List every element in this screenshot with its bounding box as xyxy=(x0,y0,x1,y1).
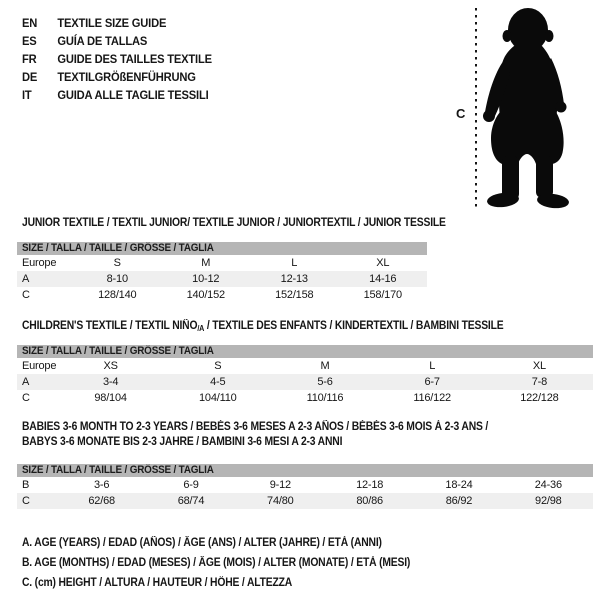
table-cell: 6-7 xyxy=(424,376,440,388)
table-cell: 12-13 xyxy=(280,273,308,285)
footnote-a: A. AGE (YEARS) / EDAD (AÑOS) / ÂGE (ANS) / ALTER (JAHRE) / ETÀ (ANNI) xyxy=(22,537,382,549)
footnote-legend xyxy=(22,533,453,593)
language-label: GUIDA ALLE TAGLIE TESSILI xyxy=(57,88,209,102)
table-cell: XL xyxy=(532,360,546,372)
table-cell: 86/92 xyxy=(445,495,473,507)
table-cell: 122/128 xyxy=(520,392,559,404)
table-cell: 6-9 xyxy=(183,479,199,491)
table-cell: 3-6 xyxy=(94,479,110,491)
table-row xyxy=(17,374,593,390)
language-row xyxy=(22,68,212,86)
table-cell: L xyxy=(291,257,298,269)
table-cell: 4-5 xyxy=(210,376,226,388)
table-row xyxy=(17,255,427,271)
table-cell: 92/98 xyxy=(535,495,562,507)
children-table-title: CHILDREN'S TEXTILE / TEXTIL NIÑO/A / TEXTILE DES ENFANTS / KINDERTEXTIL / BAMBINI TESSILE xyxy=(22,320,504,333)
table-cell: 9-12 xyxy=(269,479,291,491)
table-cell: S xyxy=(214,360,222,372)
table-cell: 3-4 xyxy=(102,376,119,388)
table-cell: 80/86 xyxy=(356,495,383,507)
table-cell: 158/170 xyxy=(363,289,402,301)
babies-table-title: BABIES 3-6 MONTH TO 2-3 YEARS / BEBÉS 3-6 MESES A 2-3 AÑOS / BÉBÉS 3-6 MOIS À 2-3 ANS / BABYS 3-6 MONATE BIS 2-3 JAHRE / BAMBINI 3-6 MESI A 2-3 ANNI xyxy=(22,421,489,448)
table-row xyxy=(17,271,427,287)
row-label: B xyxy=(22,479,30,491)
table-cell: 74/80 xyxy=(267,495,294,507)
row-label: A xyxy=(22,273,30,285)
language-label: GUIDE DES TAILLES TEXTILE xyxy=(57,52,212,66)
language-row xyxy=(22,86,212,104)
table-cell: 128/140 xyxy=(98,289,137,301)
row-label: Europe xyxy=(22,360,57,372)
table-cell: 152/158 xyxy=(275,289,314,301)
table-cell: 62/68 xyxy=(88,495,115,507)
table-cell: 12-18 xyxy=(356,479,384,491)
table-cell: 5-6 xyxy=(317,376,333,388)
row-label: Europe xyxy=(22,257,57,269)
language-list xyxy=(22,14,212,104)
table-row xyxy=(17,493,593,509)
size-header-bar: SIZE / TALLA / TAILLE / GRÖSSE / TAGLIA xyxy=(17,242,427,255)
junior-table-title: JUNIOR TEXTILE / TEXTIL JUNIOR/ TEXTILE JUNIOR / JUNIORTEXTIL / JUNIOR TESSILE xyxy=(22,217,446,229)
language-label: TEXTILGRÖßENFÜHRUNG xyxy=(57,70,196,84)
footnote-c: C. (cm) HEIGHT / ALTURA / HAUTEUR / HÖHE / ALTEZZA xyxy=(22,577,293,589)
language-row xyxy=(22,14,212,32)
table-cell: 140/152 xyxy=(186,289,225,301)
table-cell: 68/74 xyxy=(177,495,205,507)
table-cell: XL xyxy=(376,257,390,269)
language-row xyxy=(22,50,212,68)
table-cell: 14-16 xyxy=(369,273,397,285)
junior-size-table xyxy=(17,242,427,303)
language-row xyxy=(22,32,212,50)
row-label: C xyxy=(22,392,30,404)
table-cell: 110/116 xyxy=(306,392,344,404)
language-label: GUÍA DE TALLAS xyxy=(57,34,148,48)
table-cell: 7-8 xyxy=(531,376,548,388)
table-cell: 104/110 xyxy=(199,392,237,404)
table-cell: S xyxy=(113,257,121,269)
babies-size-table xyxy=(17,464,593,509)
language-label: TEXTILE SIZE GUIDE xyxy=(57,16,167,30)
table-row xyxy=(17,477,593,493)
table-cell: 98/104 xyxy=(94,392,127,404)
table-row xyxy=(17,358,593,374)
language-code: IT xyxy=(22,88,32,102)
size-header-bar: SIZE / TALLA / TAILLE / GRÖSSE / TAGLIA xyxy=(17,464,593,477)
children-size-table xyxy=(17,345,593,406)
row-label: A xyxy=(22,376,30,388)
table-cell: L xyxy=(429,360,436,372)
table-row xyxy=(17,287,427,303)
row-label: C xyxy=(22,495,30,507)
height-measure-label: C xyxy=(456,106,466,121)
size-header-bar: SIZE / TALLA / TAILLE / GRÖSSE / TAGLIA xyxy=(17,345,593,358)
table-cell: M xyxy=(320,360,330,372)
table-cell: 24-36 xyxy=(534,479,562,491)
table-cell: M xyxy=(201,257,211,269)
language-code: FR xyxy=(22,52,37,66)
footnote-b: B. AGE (MONTHS) / EDAD (MESES) / ÂGE (MOIS) / ALTER (MONATE) / ETÀ (MESI) xyxy=(22,557,411,569)
table-cell: 18-24 xyxy=(445,479,473,491)
row-label: C xyxy=(22,289,30,301)
language-code: ES xyxy=(22,34,37,48)
language-code: DE xyxy=(22,70,38,84)
table-cell: XS xyxy=(103,360,118,372)
table-cell: 10-12 xyxy=(192,273,220,285)
table-row xyxy=(17,390,593,406)
table-cell: 8-10 xyxy=(106,273,128,285)
table-cell: 116/122 xyxy=(413,392,451,404)
language-code: EN xyxy=(22,16,38,30)
